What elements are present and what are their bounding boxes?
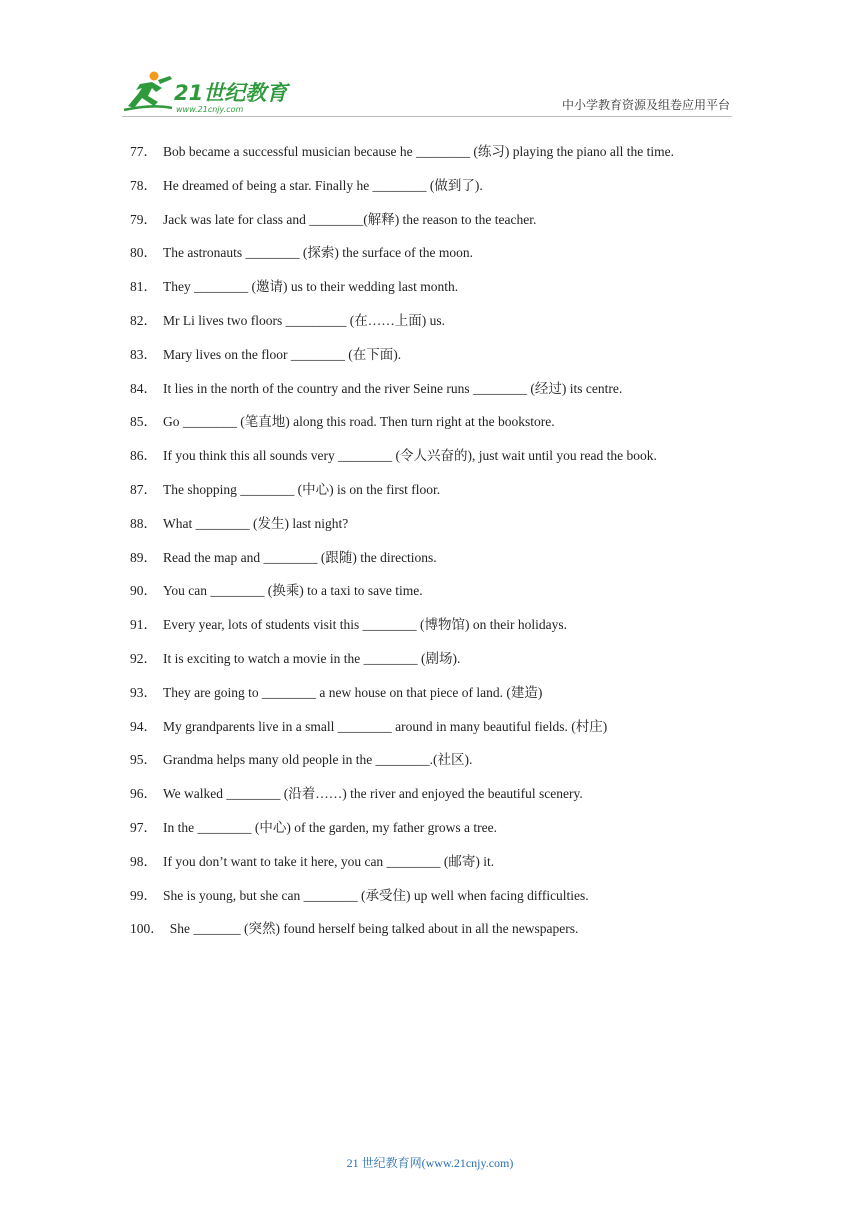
question-item: [130, 372, 730, 406]
question-number: 85．: [130, 414, 157, 430]
question-text: If you don’t want to take it here, you can ________ (邮寄) it.: [163, 853, 495, 869]
question-item: [130, 405, 730, 439]
question-text: Mary lives on the floor ________ (在下面).: [163, 346, 402, 362]
question-text: She _______ (突然) found herself being talked about in all the newspapers.: [169, 921, 579, 937]
question-text: Go ________ (笔直地) along this road. Then turn right at the bookstore.: [163, 414, 555, 430]
question-text: We walked ________ (沿着……) the river and enjoyed the beautiful scenery.: [163, 786, 583, 802]
question-item: [130, 135, 730, 169]
question-item: [130, 743, 730, 777]
question-text: In the ________ (中心) of the garden, my father grows a tree.: [163, 819, 498, 835]
question-number: 78．: [130, 177, 157, 193]
question-item: [130, 270, 730, 304]
question-number: 87．: [130, 481, 157, 497]
question-text: You can ________ (换乘) to a taxi to save time.: [163, 583, 423, 599]
logo-text: 21世纪教育: [174, 81, 288, 105]
question-text: If you think this all sounds very ________ (令人兴奋的), just wait until you read the book.: [163, 448, 657, 464]
question-number: 82．: [130, 312, 157, 328]
question-number: 97．: [130, 819, 157, 835]
question-text: He dreamed of being a star. Finally he ________ (做到了).: [163, 177, 483, 193]
question-number: 88．: [130, 515, 157, 531]
question-text: She is young, but she can ________ (承受住) up well when facing difficulties.: [163, 887, 589, 903]
page-header: [0, 0, 860, 120]
question-item: [130, 203, 730, 237]
question-item: [130, 236, 730, 270]
question-number: 100．: [130, 921, 164, 937]
question-number: 84．: [130, 380, 157, 396]
question-number: 79．: [130, 211, 157, 227]
question-text: It is exciting to watch a movie in the ________ (剧场).: [163, 650, 461, 666]
question-item: [130, 912, 730, 946]
question-text: Mr Li lives two floors _________ (在……上面) us.: [163, 312, 445, 328]
question-number: 89．: [130, 549, 157, 565]
page-footer: 21 世纪教育网(www.21cnjy.com): [346, 1156, 514, 1170]
question-number: 93．: [130, 684, 157, 700]
question-text: Bob became a successful musician because he ________ (练习) playing the piano all the time.: [163, 144, 674, 159]
question-number: 86．: [130, 448, 157, 464]
question-item: [130, 338, 730, 372]
question-item: [130, 473, 730, 507]
question-item: [130, 879, 730, 913]
question-text: What ________ (发生) last night?: [163, 515, 349, 531]
question-item: [130, 777, 730, 811]
question-item: [130, 169, 730, 203]
header-divider: [122, 116, 732, 117]
header-platform-text: 中小学教育资源及组卷应用平台: [561, 98, 730, 112]
logo: [122, 70, 292, 116]
question-text: They are going to ________ a new house on that piece of land. (建造): [163, 684, 543, 700]
question-text: My grandparents live in a small ________ around in many beautiful fields. (村庄): [163, 718, 608, 734]
question-number: 96．: [130, 786, 157, 802]
question-text: The astronauts ________ (探索) the surface of the moon.: [163, 245, 474, 261]
question-number: 83．: [130, 346, 157, 362]
question-item: [130, 710, 730, 744]
question-text: Grandma helps many old people in the ________.(社区).: [163, 752, 473, 768]
question-text: It lies in the north of the country and the river Seine runs ________ (经过) its centre.: [163, 380, 623, 396]
question-number: 91．: [130, 617, 157, 633]
question-text: Read the map and ________ (跟随) the directions.: [163, 549, 437, 565]
logo-runner-icon: [122, 70, 292, 116]
question-item: [130, 439, 730, 473]
question-text: The shopping ________ (中心) is on the first floor.: [163, 481, 441, 497]
question-item: [130, 507, 730, 541]
question-item: [130, 676, 730, 710]
question-item: [130, 574, 730, 608]
logo-url: www.21cnjy.com: [176, 105, 244, 114]
question-item: [130, 811, 730, 845]
question-text: Every year, lots of students visit this ________ (博物馆) on their holidays.: [163, 617, 568, 633]
question-text: Jack was late for class and ________(解释) the reason to the teacher.: [163, 211, 537, 227]
question-number: 77．: [130, 144, 157, 159]
question-number: 90．: [130, 583, 157, 599]
question-item: [130, 608, 730, 642]
question-text: They ________ (邀请) us to their wedding last month.: [163, 279, 459, 295]
question-number: 94．: [130, 718, 157, 734]
question-item: [130, 541, 730, 575]
question-number: 98．: [130, 853, 157, 869]
question-number: 95．: [130, 752, 157, 768]
question-item: [130, 845, 730, 879]
question-item: [130, 642, 730, 676]
question-number: 99．: [130, 887, 157, 903]
question-number: 80．: [130, 245, 157, 261]
question-list: [130, 135, 730, 946]
question-number: 81．: [130, 279, 157, 295]
question-item: [130, 304, 730, 338]
question-number: 92．: [130, 650, 157, 666]
